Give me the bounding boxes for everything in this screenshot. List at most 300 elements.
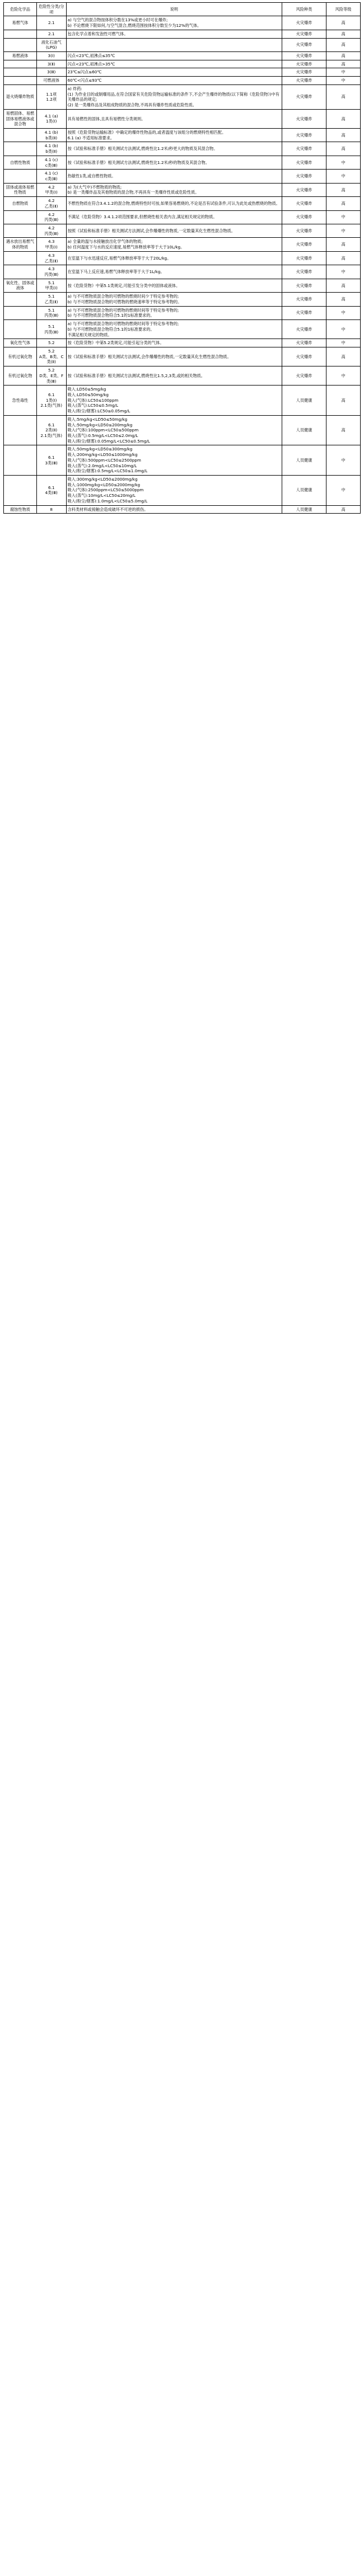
subclass-line: 1.1项 (46, 91, 57, 97)
description-line: 含科类材料或接触会造成破坏不可逆的损伤。 (67, 506, 148, 512)
subclass-line: 8 (50, 506, 53, 512)
description-line: a) 全量的温与水接触放出化学气体的物质; (67, 239, 143, 245)
cell-risk-type: 火灾爆炸 (282, 293, 326, 306)
cell-category (4, 265, 37, 279)
description-line: 不燃性物质在符合3.4.1.2的混合物,燃烧特性时可按,如果容易燃烧的,不论是否有试验条件,可认为此处或热燃烧的物质。 (67, 200, 280, 206)
cell-risk-level: 中 (326, 339, 361, 347)
cell-risk-level: 高 (326, 128, 361, 142)
cell-subclass (36, 505, 66, 514)
table-row (4, 77, 361, 85)
cell-risk-type: 火灾爆炸 (282, 84, 326, 109)
cell-subclass (36, 279, 66, 292)
subclass-line: 4.1 (c) (45, 171, 58, 176)
subclass-line: 液化石油气 (41, 39, 62, 45)
cell-subclass (36, 224, 66, 238)
cell-risk-type: 火灾爆炸 (282, 265, 326, 279)
cell-category: 氧化性、固体或液体 (4, 279, 37, 292)
cell-risk-type: 火灾爆炸 (282, 52, 326, 60)
description-line: 热敏性1类,或自燃性物质。 (67, 173, 116, 179)
subclass-line: 2.1类(气体) (40, 403, 62, 408)
description-line: 包含化学点着和发泡性可燃气体。 (67, 31, 128, 36)
table-row (4, 60, 361, 68)
description-line: 吸入:50mg/kg<LD50≤300mg/kg (67, 446, 133, 452)
table-row (4, 306, 361, 319)
cell-description (66, 16, 282, 30)
description-line: 吸入(气体):100ppm<LC50≤500ppm (67, 427, 139, 433)
subclass-line: 4.1 (a) (44, 113, 58, 119)
cell-risk-type: 火灾爆炸 (282, 77, 326, 85)
risk-classification-table (3, 2, 361, 514)
description-line: 吸入(粉尘/烟雾):LC50≤0.05mg/L (67, 408, 130, 414)
cell-subclass (36, 320, 66, 339)
description-line: 吸入:1000mg/kg<LD50≤2000mg/kg (67, 482, 141, 487)
table-row (4, 279, 361, 292)
cell-category (4, 38, 37, 51)
cell-risk-level: 中 (326, 210, 361, 224)
cell-risk-type: 人员健康 (282, 386, 326, 416)
cell-category (4, 293, 37, 306)
table-row (4, 505, 361, 514)
description-line: 吸入(蒸气):0.5mg/L<LC50≤2.0mg/L (67, 433, 138, 438)
description-line: a) 与不可燃物质混合物的可燃物的燃烧时间少于特定参考物的; (67, 294, 179, 299)
subclass-line: 6.1 (48, 455, 55, 460)
cell-risk-type: 火灾爆炸 (282, 109, 326, 128)
subclass-line: 4.2 (48, 225, 55, 231)
cell-subclass (36, 386, 66, 416)
cell-risk-type: 火灾爆炸 (282, 142, 326, 156)
cell-description (66, 210, 282, 224)
cell-risk-type: 火灾爆炸 (282, 128, 326, 142)
table-row (4, 210, 361, 224)
cell-category: 自燃性物质 (4, 156, 37, 169)
subclass-line: 4.2 (48, 211, 55, 217)
subclass-line: 3(Ⅲ) (47, 69, 56, 75)
cell-description (66, 476, 282, 506)
cell-risk-type: 人员健康 (282, 476, 326, 506)
cell-risk-level: 中 (326, 224, 361, 238)
cell-description (66, 238, 282, 251)
cell-description (66, 128, 282, 142)
cell-description (66, 52, 282, 60)
subclass-line: (LPG) (45, 45, 57, 50)
description-line: 吸入:50mg/kg<LD50≤200mg/kg (67, 422, 133, 427)
cell-category (4, 476, 37, 506)
subclass-line: 甲类(Ⅰ) (45, 190, 58, 195)
subclass-line: 3(Ⅱ) (47, 61, 55, 67)
subclass-line: 1类(Ⅰ) (45, 119, 57, 124)
subclass-line: 5.2 (48, 368, 55, 373)
subclass-line: 2.1 (48, 20, 55, 26)
cell-risk-level: 高 (326, 415, 361, 445)
cell-risk-level: 高 (326, 30, 361, 38)
subclass-line: 5.1 (48, 323, 55, 329)
cell-subclass (36, 170, 66, 183)
description-line: a) 炸药: (67, 86, 82, 91)
cell-risk-level: 高 (326, 16, 361, 30)
subclass-line: 丙类(Ⅲ) (44, 329, 59, 335)
cell-description (66, 293, 282, 306)
subclass-line: A类、B类、C类(Ⅱ) (39, 354, 64, 365)
table-row (4, 30, 361, 38)
cell-risk-type: 火灾爆炸 (282, 38, 326, 51)
cell-subclass (36, 38, 66, 51)
cell-subclass (36, 210, 66, 224)
cell-description (66, 505, 282, 514)
description-line: 吸入:LD50≤50mg/kg (67, 392, 109, 397)
description-line: 6.1 (a) 不适用标准要求。 (67, 135, 115, 140)
cell-category: 自燃物质 (4, 197, 37, 210)
cell-risk-level: 中 (326, 366, 361, 386)
subclass-line: 3类(Ⅲ) (45, 460, 58, 466)
cell-category: 腐蚀性物质 (4, 505, 37, 514)
cell-subclass (36, 265, 66, 279)
cell-description (66, 347, 282, 366)
table-row (4, 128, 361, 142)
cell-description (66, 170, 282, 183)
cell-subclass (36, 142, 66, 156)
subclass-line: 4.3 (48, 266, 55, 272)
cell-risk-type: 火灾爆炸 (282, 306, 326, 319)
table-row (4, 84, 361, 109)
cell-category (4, 445, 37, 476)
subclass-line: 6.1 (48, 422, 55, 427)
cell-category: 急性毒性 (4, 386, 37, 416)
cell-risk-level: 中 (326, 156, 361, 169)
description-line: 按《危险货物》中第5.1类规定,可能引发分类中的固体或液体。 (67, 283, 180, 288)
subclass-line: 3(Ⅰ) (48, 53, 55, 59)
table-row (4, 16, 361, 30)
subclass-line: 乙类(Ⅱ) (44, 299, 58, 304)
subclass-line: 乙类(Ⅱ) (44, 258, 58, 264)
cell-subclass (36, 84, 66, 109)
cell-description (66, 84, 282, 109)
cell-risk-level: 高 (326, 142, 361, 156)
description-line: 吸入(气体):2500ppm<LC50≤5000ppm (67, 487, 144, 493)
header-subclass: 危险性分类/分项 (36, 3, 66, 16)
table-row (4, 366, 361, 386)
cell-subclass (36, 16, 66, 30)
cell-category: 有机过氧化物 (4, 366, 37, 386)
description-line: 按照《危险货物运输标准》中确定的爆炸性物品的,或者温度与该组分的燃烧特性相匹配。 (67, 129, 226, 135)
cell-description (66, 415, 282, 445)
cell-risk-level: 中 (326, 306, 361, 319)
cell-risk-type: 火灾爆炸 (282, 68, 326, 77)
subclass-line: 4.2 (48, 184, 55, 190)
description-line: a) 为(大气中)不燃物质的物质; (67, 184, 122, 190)
description-line: b) 不论燃烧下限如何,与空气混合,燃烧范围按体积分数至少为12%的气体。 (67, 23, 202, 29)
subclass-line: 4.1 (c) (45, 157, 58, 162)
cell-subclass (36, 251, 66, 265)
subclass-line: 4.2 (48, 198, 55, 204)
description-line: 按照《试验和标准手册》相关测试方法测试,会作爆爆性的物质,一定数量其化生燃性混合物质。 (67, 228, 235, 233)
cell-category (4, 251, 37, 265)
cell-risk-level: 高 (326, 347, 361, 366)
subclass-line: 4.1 (b) (44, 129, 58, 135)
description-line: 吸入(粉尘/烟雾):0.05mg/L<LC50≤0.5mg/L (67, 438, 150, 444)
cell-category (4, 77, 37, 85)
cell-risk-level: 中 (326, 68, 361, 77)
description-line: 吸入:200mg/kg<LD50≤1000mg/kg (67, 452, 138, 458)
cell-subclass (36, 128, 66, 142)
description-line: 23℃≤闪点≤60℃ (67, 69, 102, 75)
description-line: 吸入(气体):500ppm<LC50≤2500ppm (67, 457, 141, 463)
subclass-line: 4.3 (48, 239, 55, 245)
cell-risk-level: 中 (326, 265, 361, 279)
cell-risk-level: 高 (326, 60, 361, 68)
subclass-line: 4类(Ⅲ) (45, 490, 58, 496)
cell-description (66, 197, 282, 210)
cell-description (66, 339, 282, 347)
cell-category: 退火烧爆炸物质 (4, 84, 37, 109)
table-body (4, 16, 361, 514)
cell-category (4, 142, 37, 156)
table-row (4, 170, 361, 183)
cell-subclass (36, 445, 66, 476)
cell-category: 易燃气体 (4, 16, 37, 30)
cell-subclass (36, 238, 66, 251)
cell-subclass (36, 476, 66, 506)
cell-risk-level: 高 (326, 52, 361, 60)
cell-risk-level: 中 (326, 445, 361, 476)
header-risk-level: 风险等级 (326, 3, 361, 16)
cell-risk-level: 高 (326, 197, 361, 210)
cell-risk-type: 火灾爆炸 (282, 279, 326, 292)
cell-description (66, 306, 282, 319)
description-line: 不满足《危险货物》3.4.1.2项范围要求,但燃烧性相关表内含,满足相关规定的物质。 (67, 214, 217, 220)
description-line: 吸入:300mg/kg<LD50≤2000mg/kg (67, 477, 138, 482)
table-row (4, 183, 361, 196)
cell-risk-type: 火灾爆炸 (282, 339, 326, 347)
table-row (4, 251, 361, 265)
cell-risk-type: 火灾爆炸 (282, 347, 326, 366)
subclass-line: 甲类(Ⅰ) (45, 245, 58, 250)
cell-subclass (36, 197, 66, 210)
cell-category (4, 224, 37, 238)
description-line: 吸入:5mg/kg<LD50≤50mg/kg (67, 416, 128, 422)
description-line: 闪点<23℃,初沸点≤35℃ (67, 53, 115, 59)
description-line: b) 任何温度下与水的反应速度,易燃气体释放率等于大于10L/kg。 (67, 245, 185, 250)
table-row (4, 347, 361, 366)
cell-category (4, 68, 37, 77)
cell-risk-level: 高 (326, 38, 361, 51)
description-line: 吸入(粉尘/烟雾):0.5mg/L<LC50≤1.0mg/L (67, 468, 148, 474)
cell-description (66, 60, 282, 68)
table-row (4, 386, 361, 416)
cell-subclass (36, 183, 66, 196)
cell-subclass (36, 30, 66, 38)
subclass-line: 4.3 (48, 252, 55, 258)
subclass-line: 丙类(Ⅲ) (44, 231, 59, 236)
description-line: 吸入(粉尘/烟雾):1.0mg/L<LC50≤5.0mg/L (67, 498, 148, 504)
cell-risk-level: 高 (326, 84, 361, 109)
description-line: 吸入(蒸气):LC50≤0.5mg/L (67, 403, 118, 408)
cell-risk-type: 火灾爆炸 (282, 251, 326, 265)
cell-risk-type: 火灾爆炸 (282, 156, 326, 169)
table-row (4, 68, 361, 77)
cell-subclass (36, 306, 66, 319)
cell-subclass (36, 68, 66, 77)
cell-subclass (36, 109, 66, 128)
subclass-line: 2.1 (48, 31, 55, 36)
description-line: 不满足相关规定的物质。 (67, 332, 112, 337)
description-line: b) 与不可燃物质混合物符合5.1的1标准要求的。 (67, 326, 155, 332)
cell-risk-type: 火灾爆炸 (282, 197, 326, 210)
table-row (4, 38, 361, 51)
cell-description (66, 386, 282, 416)
description-line: 闪点<23℃,初沸点>35℃ (67, 61, 115, 67)
cell-description (66, 68, 282, 77)
cell-category: 固体或液体易燃性物质 (4, 183, 37, 196)
table-row (4, 238, 361, 251)
cell-risk-type: 人员健康 (282, 505, 326, 514)
subclass-line: 5.2 (48, 340, 55, 346)
description-line: 在室温下与水迅速反应,易燃气体释放率等于大于20L/kg。 (67, 255, 171, 261)
subclass-line: 丙类(Ⅲ) (44, 272, 59, 278)
subclass-line: 5.1 (48, 294, 55, 299)
cell-risk-type: 火灾爆炸 (282, 366, 326, 386)
description-line: b) 与不可燃物质混合物符合5.1的1标准要求的。 (67, 313, 155, 318)
cell-subclass (36, 156, 66, 169)
description-line: 吸入(蒸气):2.0mg/L<LC50≤10mg/L (67, 463, 137, 468)
description-line: 60℃<闪点≤93℃ (67, 78, 102, 83)
subclass-line: 5.1 (48, 307, 55, 313)
table-row (4, 224, 361, 238)
cell-description (66, 109, 282, 128)
header-description: 说明 (66, 3, 282, 16)
cell-risk-level: 中 (326, 320, 361, 339)
cell-risk-type: 火灾爆炸 (282, 60, 326, 68)
subclass-line: 丙类(Ⅲ) (44, 217, 59, 223)
cell-description (66, 30, 282, 38)
subclass-line: 可燃液体 (43, 78, 60, 83)
cell-risk-type: 人员健康 (282, 415, 326, 445)
table-row (4, 109, 361, 128)
cell-category (4, 306, 37, 319)
subclass-line: 乙类(Ⅱ) (44, 203, 58, 209)
cell-category: 有机过氧化物 (4, 347, 37, 366)
cell-risk-level: 高 (326, 109, 361, 128)
cell-risk-type: 火灾爆炸 (282, 170, 326, 183)
cell-risk-level: 高 (326, 505, 361, 514)
subclass-line: 6.1 (48, 392, 55, 397)
description-line: 在室温下马上反应速,易燃气体释放率等于大于1L/kg。 (67, 269, 165, 275)
cell-risk-type: 人员健康 (282, 445, 326, 476)
table-row (4, 476, 361, 506)
description-line: 吸入(气体):LC50≤100ppm (67, 397, 119, 403)
document-sheet (0, 0, 364, 519)
description-line: (1) 为作业目的或制爆用品,在符合国家有关危险货物运输标准的条件下,不会产生爆炸的物质(以下简称《危险货物》)中有关爆炸品的规定; (67, 91, 279, 102)
header-risk-type: 风险种类 (282, 3, 326, 16)
cell-risk-level: 高 (326, 251, 361, 265)
cell-description (66, 265, 282, 279)
cell-subclass (36, 293, 66, 306)
subclass-line: 6.1 (48, 485, 55, 490)
cell-category: 易燃液体 (4, 52, 37, 60)
cell-risk-type: 火灾爆炸 (282, 210, 326, 224)
cell-subclass (36, 415, 66, 445)
subclass-line: 1.2项 (46, 97, 57, 102)
cell-description (66, 156, 282, 169)
cell-category (4, 60, 37, 68)
cell-category (4, 128, 37, 142)
description-line: 具有易燃性的固体,且具有易燃性分类规则。 (67, 116, 146, 121)
cell-risk-level: 中 (326, 476, 361, 506)
table-header-row (4, 3, 361, 16)
description-line: 吸入(蒸气):10mg/L<LC50≤20mg/L (67, 493, 136, 499)
subclass-line: 2.1类(气体) (40, 433, 62, 438)
subclass-line: b类(Ⅱ) (45, 149, 58, 154)
cell-subclass (36, 347, 66, 366)
description-line: 按《试验和标准手册》相关测试方法测试,燃烧性比1.5,2,3类,或的相关物质。 (67, 373, 205, 378)
cell-description (66, 320, 282, 339)
cell-risk-level: 中 (326, 77, 361, 85)
table-row (4, 320, 361, 339)
description-line: b) 与不可燃物质混合物的可燃物的燃烧速率等于特定参考物的。 (67, 299, 182, 304)
cell-risk-level: 中 (326, 170, 361, 183)
header-category: 危险化学品 (4, 3, 37, 16)
cell-risk-type: 火灾爆炸 (282, 224, 326, 238)
description-line: 按《危险货物》中第5.2类规定,可能引起分类的气体。 (67, 340, 164, 346)
table-row (4, 52, 361, 60)
cell-description (66, 445, 282, 476)
description-line: 按《试验和标准手册》相关测试方法测试,燃烧性比1.2米/秒的物质及其混合物。 (67, 159, 209, 165)
subclass-line: c类(Ⅲ) (45, 162, 58, 168)
cell-risk-level: 高 (326, 386, 361, 416)
subclass-line: 4.1 (b) (44, 143, 58, 149)
table-row (4, 265, 361, 279)
cell-risk-type: 火灾爆炸 (282, 16, 326, 30)
cell-risk-type: 火灾爆炸 (282, 238, 326, 251)
table-row (4, 142, 361, 156)
cell-category (4, 30, 37, 38)
description-line: a) 与空气的混合物按体积分数在13%或更小时可在爆炸; (67, 17, 168, 23)
description-line: a) 与不可燃物质混合物的可燃物的燃烧时间等于特定参考物的; (67, 307, 179, 313)
subclass-line: 2类(Ⅱ) (45, 427, 58, 433)
cell-category (4, 320, 37, 339)
cell-description (66, 183, 282, 196)
table-row (4, 197, 361, 210)
cell-category: 氧化性气体 (4, 339, 37, 347)
cell-category (4, 210, 37, 224)
description-line: 按《试验和标准手册》相关测试方法测试,燃烧性比1.2米/秒更大的物质及其混合物。 (67, 146, 218, 152)
subclass-line: 甲类(Ⅰ) (45, 285, 58, 291)
cell-risk-level: 高 (326, 183, 361, 196)
table-row (4, 445, 361, 476)
cell-description (66, 279, 282, 292)
subclass-line: 1类(Ⅰ) (45, 397, 57, 403)
cell-risk-type: 火灾爆炸 (282, 183, 326, 196)
table-row (4, 293, 361, 306)
subclass-line: 丙类(Ⅲ) (44, 313, 59, 318)
cell-risk-level: 高 (326, 293, 361, 306)
subclass-line: b类(Ⅱ) (45, 135, 58, 140)
subclass-line: 5.1 (48, 280, 55, 285)
cell-description (66, 38, 282, 51)
cell-risk-level: 高 (326, 279, 361, 292)
description-line: a) 与不可燃物质混合物的可燃物的燃烧时间等于特定参考物的; (67, 321, 179, 327)
cell-description (66, 366, 282, 386)
cell-description (66, 251, 282, 265)
description-line: b) 是一类爆炸品及其他物质的混合物,不再具有一类爆炸性质或危险性质。 (67, 190, 199, 195)
description-line: 吸入:LD50≤5mg/kg (67, 387, 106, 392)
cell-description (66, 142, 282, 156)
subclass-line: 5.2 (48, 348, 55, 354)
table-row (4, 339, 361, 347)
cell-risk-type: 火灾爆炸 (282, 320, 326, 339)
description-line: (2) 是一类爆炸品及其组成物质的混合物,不再具有爆炸性质或危险性质。 (67, 102, 197, 108)
cell-category: 易燃固体、易燃固体易燃液体或混合物 (4, 109, 37, 128)
cell-subclass (36, 60, 66, 68)
